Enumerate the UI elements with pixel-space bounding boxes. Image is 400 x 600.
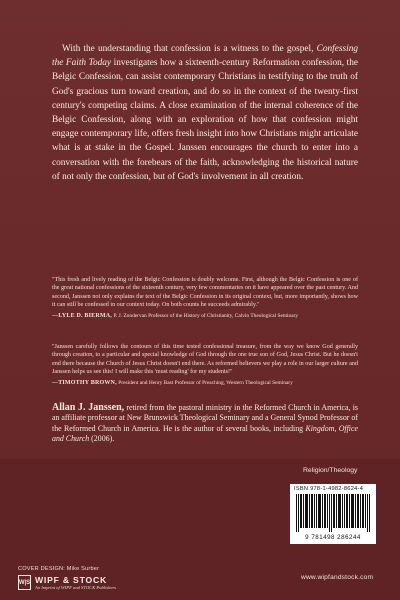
barcode-number: 9 781498 286244 <box>305 534 361 541</box>
publisher-text <box>35 575 116 590</box>
barcode-panel <box>290 484 376 544</box>
description-intro: With the understanding that confession is a witness to the gospel, <box>62 44 314 54</box>
bio-year: (2006). <box>91 434 115 444</box>
endorser-name: —LYLE D. BIERMA, <box>52 312 112 319</box>
endorser-role: P. J. Zondervan Professor of the History of Christianity, Calvin Theological Seminary <box>113 312 299 319</box>
author-bio <box>52 403 358 445</box>
endorsement-1 <box>52 276 358 320</box>
isbn-label: ISBN 978-1-4982-8624-4 <box>294 486 364 492</box>
description-body: investigates how a sixteenth-century Reformation confession, the Belgic Confession, can assist contemporary Christians in testifying to the truth of God's gracious turn toward creation, and do so in the context of the twenty-first century's competing claims. A close examination of the internal coherence of the Belgic Confession, along with an exploration of how that confession might engage contemporary life, offers fresh insight into how Christians might articulate what is at stake in the Gospel. Janssen encourages the church to enter into a conversation with the forebears of the faith, acknowledging the historical nature of not only the confession, but of God's involvement in all creation. <box>52 58 359 182</box>
publisher-block <box>18 575 116 590</box>
endorsement-attribution <box>52 379 358 387</box>
publisher-name: WIPF & STOCK <box>35 575 107 585</box>
book-description <box>52 42 358 184</box>
cover-design-credit: COVER DESIGN: Mike Surber <box>18 566 100 572</box>
description-paragraph <box>52 42 358 184</box>
endorser-role: President and Henry Bast Professor of Preaching, Western Theological Seminary <box>118 379 293 386</box>
bio-text: retired from the pastoral ministry in the Reformed Church in America, is an affiliate professor at New Brunswick Theological Seminary and a General Synod Professor of the Reformed Church in America. He is the author of several books, including <box>52 403 358 433</box>
category-label: Religion/Theology <box>303 467 358 474</box>
endorsement-text: "Janssen carefully follows the contours of this time tested confessional treasure, from the way we know God generally through creation, to a particular and special knowledge of God through the one true son of God, Jesus Christ. But he doesn't end there because the Church of Jesus Christ doesn't end there. As reformed believers we play a role in our larger culture and Janssen helps us see this! I will make this 'must reading' for my students!" <box>52 344 358 376</box>
author-name: Allan J. Janssen, <box>52 402 125 413</box>
bio-book-title: Kingdom, Office and Church <box>52 423 358 444</box>
endorsement-2 <box>52 343 358 387</box>
publisher-logo-icon: W|S <box>18 575 31 590</box>
endorser-name: —TIMOTHY BROWN, <box>52 379 117 386</box>
publisher-website: www.wipfandstock.com <box>301 574 374 581</box>
endorsement-attribution <box>52 312 358 320</box>
publisher-tagline: An Imprint of WIPF and STOCK Publishers <box>35 585 117 590</box>
endorsement-text: "This fresh and lively reading of the Belgic Confession is doubly welcome. First, although the Belgic Confession is one of the great national confessions of the sixteenth century, very few commentaries on it have appeared over the past century. And second, Janssen not only explains the text of the Belgic Confession in its original context, but, more importantly, shows how it can still be confessed in our context today. On both counts he succeeds admirably." <box>52 277 358 309</box>
book-title: Confessing the Faith Today <box>52 44 358 69</box>
barcode-icon <box>296 494 370 532</box>
